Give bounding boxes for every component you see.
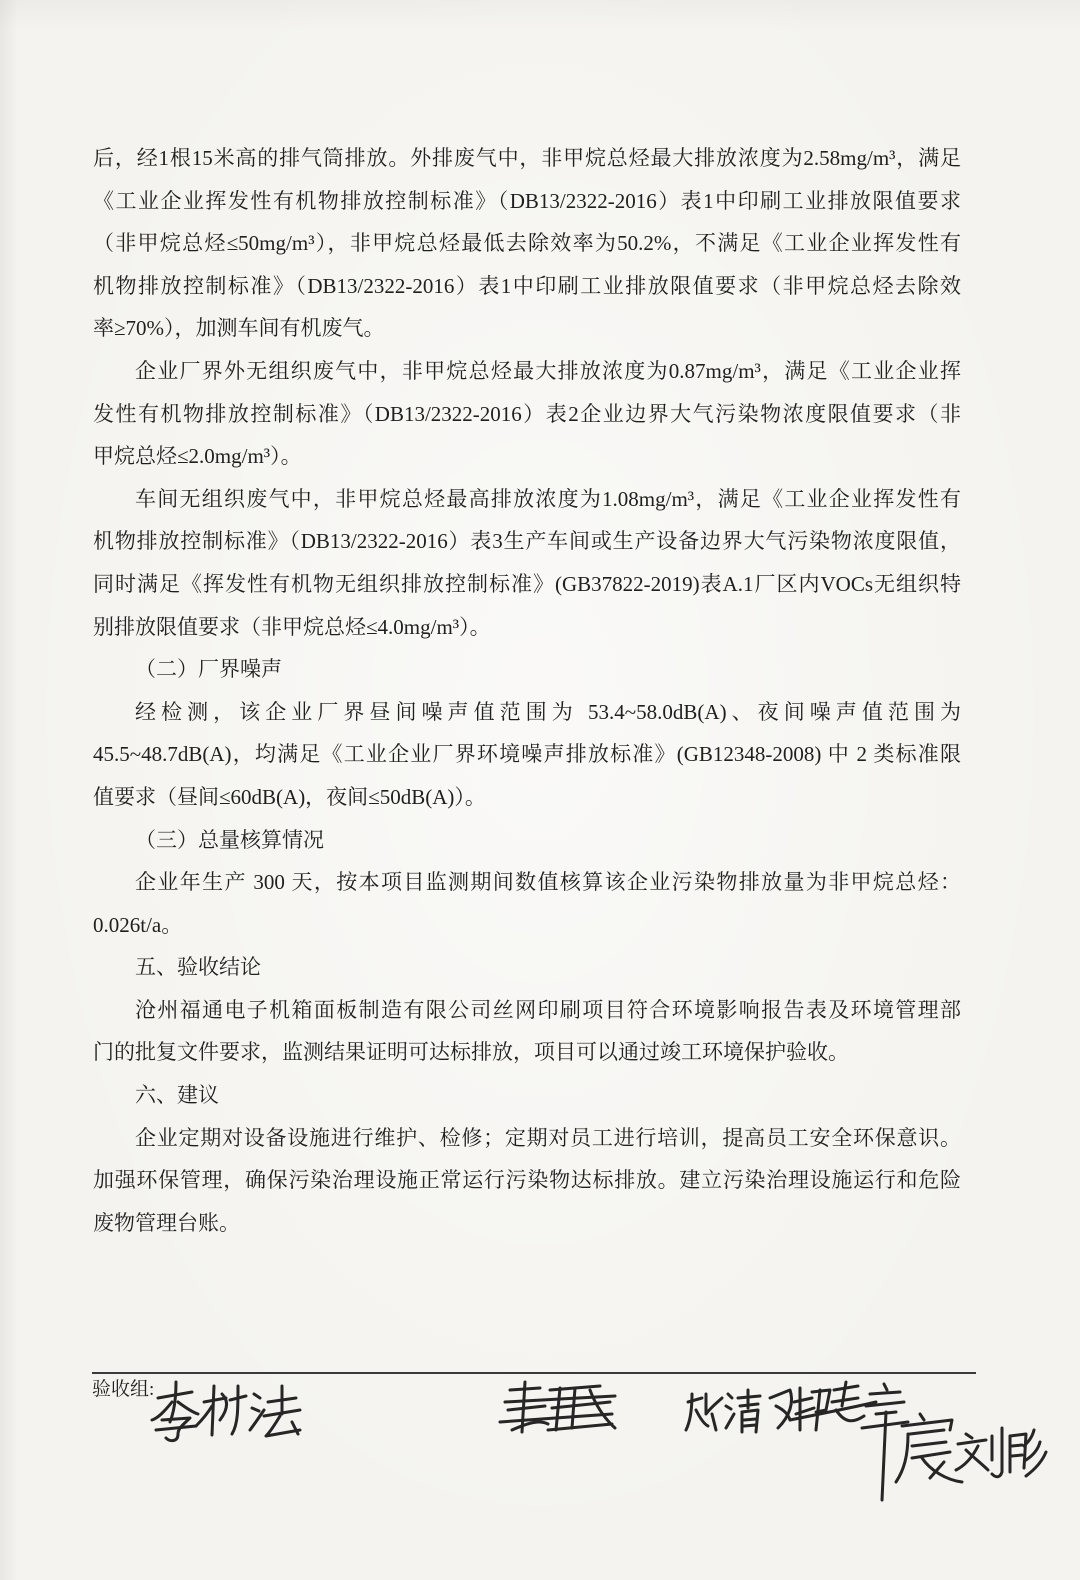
handwritten-signatures <box>0 1360 1080 1530</box>
paragraph-boundary-emissions <box>93 350 961 478</box>
text-line: 甲烷总烃≤2.0mg/m³）。 <box>93 444 302 469</box>
text-line: 后，经1根15米高的排气筒排放。外排废气中，非甲烷总烃最大排放浓度为2.58mg/m³，满足 <box>93 146 961 170</box>
section-heading-conclusion: 五、验收结论 <box>135 955 261 980</box>
text-line: 门的批复文件要求，监测结果证明可达标排放，项目可以通过竣工环境保护验收。 <box>93 1040 849 1065</box>
text-line: 加强环保管理，确保污染治理设施正常运行污染物达标排放。建立污染治理设施运行和危险 <box>93 1168 961 1193</box>
paragraph-total <box>93 861 961 946</box>
document-body <box>93 137 961 1244</box>
text-line: 机物排放控制标准》（DB13/2322-2016）表1中印刷工业排放限值要求（非甲烷总烃去除效 <box>93 273 961 298</box>
signature-1 <box>152 1382 300 1441</box>
text-line: 经检测，该企业厂界昼间噪声值范围为 53.4~58.0dB(A)、夜间噪声值范围为 <box>135 699 961 724</box>
paragraph-exhaust-results <box>93 137 961 350</box>
text-line: 《工业企业挥发性有机物排放控制标准》（DB13/2322-2016）表1中印刷工业排放限值要求 <box>93 188 961 213</box>
text-line: 率≥70%），加测车间有机废气。 <box>93 316 385 341</box>
acceptance-group-label: 验收组: <box>92 1379 155 1400</box>
paragraph-workshop-emissions <box>93 478 961 648</box>
signature-6 <box>956 1428 1046 1477</box>
text-line: 机物排放控制标准》（DB13/2322-2016）表3生产车间或生产设备边界大气污染物浓度限值， <box>93 529 961 554</box>
signature-2 <box>500 1382 615 1432</box>
text-line: 企业厂界外无组织废气中，非甲烷总烃最大排放浓度为0.87mg/m³，满足《工业企业挥 <box>135 358 961 383</box>
paragraph-noise <box>93 691 961 819</box>
text-line: 0.026t/a。 <box>93 912 183 937</box>
section-heading-total: （三）总量核算情况 <box>135 827 324 852</box>
text-line: 车间无组织废气中，非甲烷总烃最高排放浓度为1.08mg/m³，满足《工业企业挥发性有 <box>135 486 961 511</box>
text-line: 同时满足《挥发性有机物无组织排放控制标准》(GB37822-2019)表A.1厂区内VOCs无组织特 <box>93 571 961 596</box>
text-line: 值要求（昼间≤60dB(A)，夜间≤50dB(A)）。 <box>93 784 486 809</box>
text-line: 发性有机物排放控制标准》（DB13/2322-2016）表2企业边界大气污染物浓度限值要求（非 <box>93 401 961 426</box>
text-line: 废物管理台账。 <box>93 1210 240 1235</box>
text-line: 企业定期对设备设施进行维护、检修；定期对员工进行培训，提高员工安全环保意识。 <box>135 1125 961 1150</box>
text-line: 别排放限值要求（非甲烷总烃≤4.0mg/m³）。 <box>93 614 491 639</box>
paragraph-suggestion <box>93 1117 961 1245</box>
text-line: 45.5~48.7dB(A)，均满足《工业企业厂界环境噪声排放标准》(GB12348-2008) 中 2 类标准限 <box>93 742 961 767</box>
text-line: 企业年生产 300 天，按本项目监测期间数值核算该企业污染物排放量为非甲烷总烃： <box>135 870 961 895</box>
paragraph-conclusion <box>93 989 961 1074</box>
text-line: （非甲烷总烃≤50mg/m³），非甲烷总烃最低去除效率为50.2%，不满足《工业企业挥发性有 <box>93 231 961 256</box>
section-heading-suggestion: 六、建议 <box>135 1083 219 1108</box>
section-heading-noise: （二）厂界噪声 <box>135 657 282 682</box>
text-line: 沧州福通电子机箱面板制造有限公司丝网印刷项目符合环境影响报告表及环境管理部 <box>135 997 961 1022</box>
signature-3 <box>686 1390 760 1432</box>
signature-4 <box>770 1382 876 1430</box>
